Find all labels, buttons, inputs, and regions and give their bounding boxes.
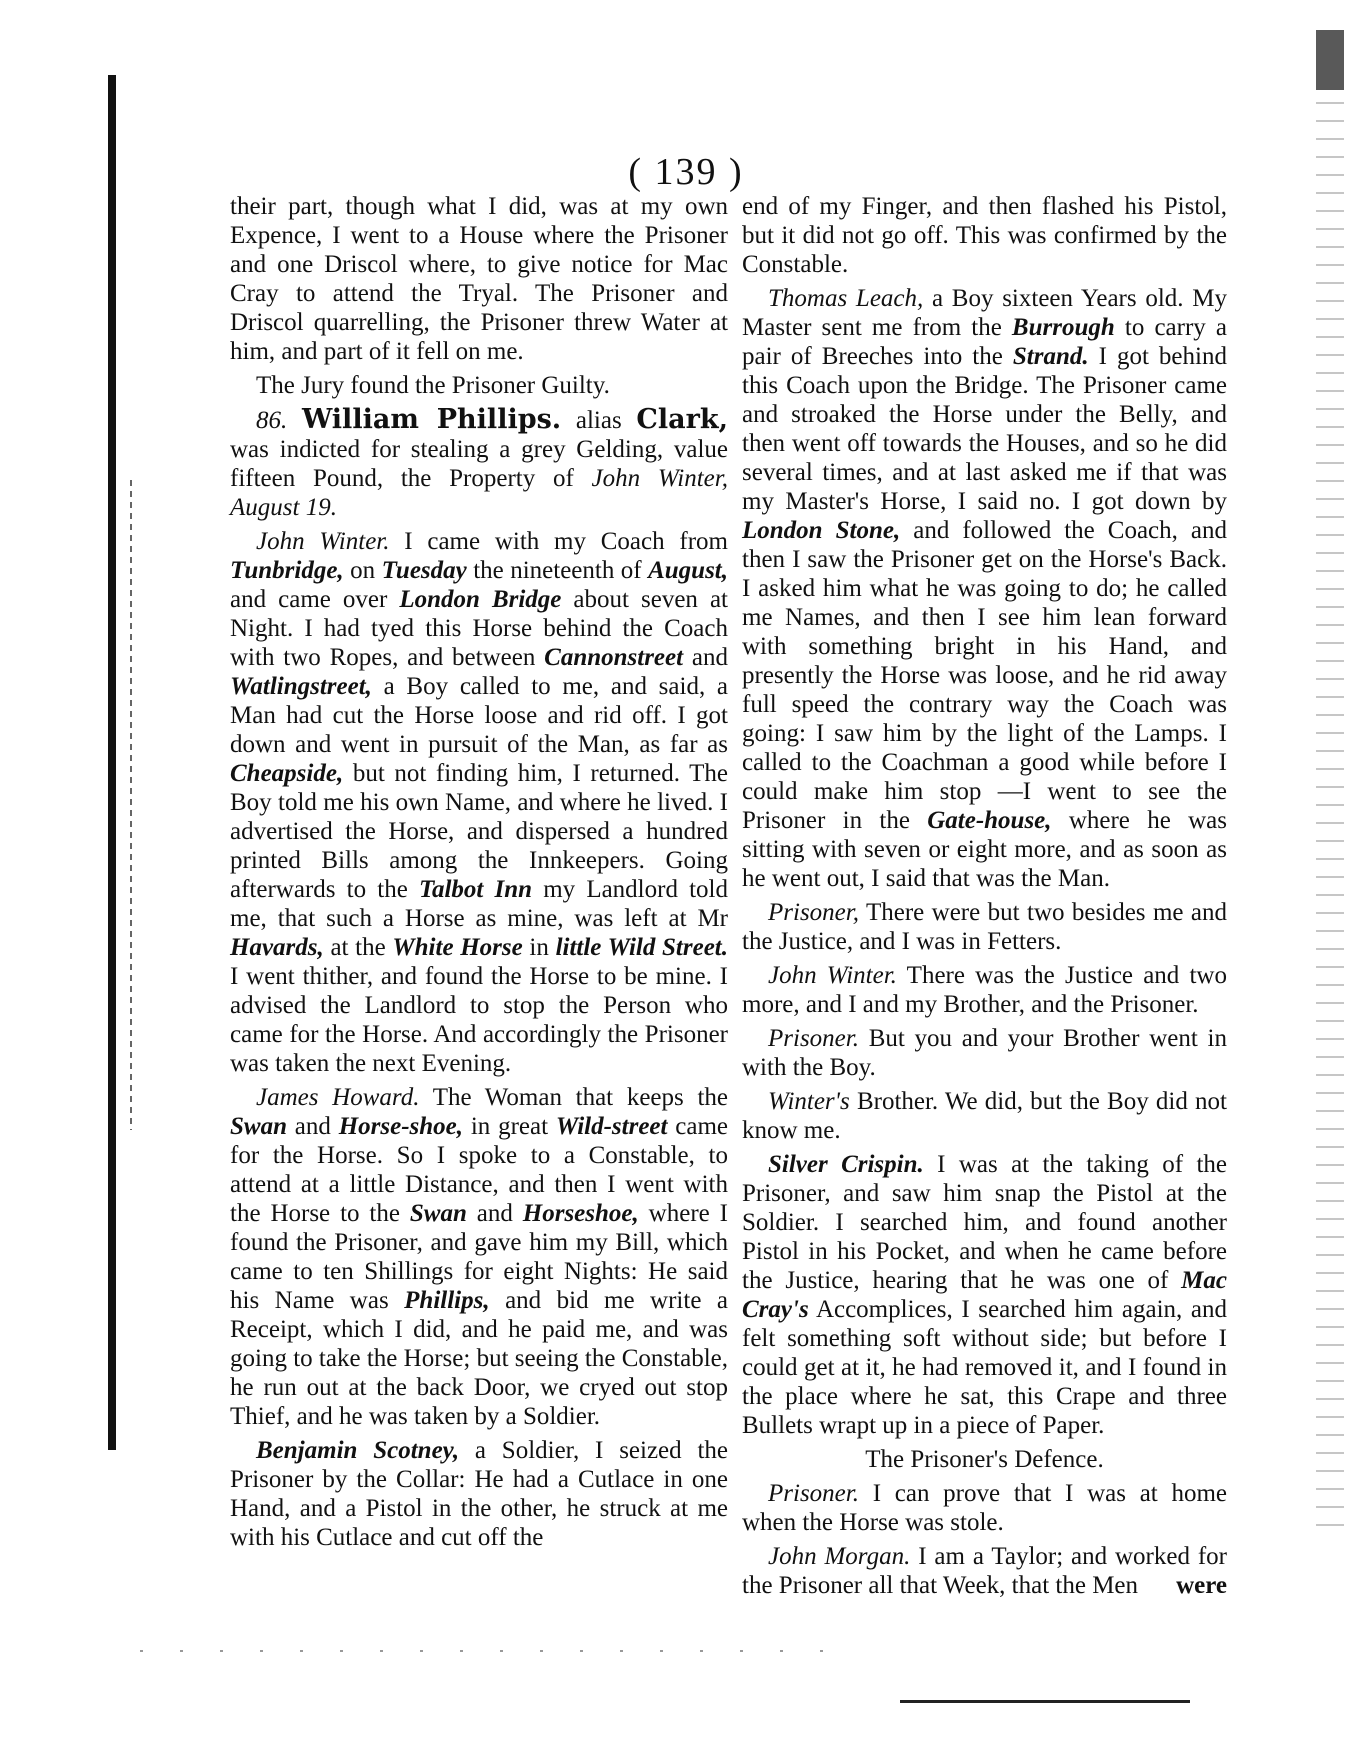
- speaker-name: Silver Crispin.: [768, 1151, 924, 1178]
- defendant-name: William Phillips.: [301, 404, 562, 435]
- binding-shadow: [130, 480, 132, 1130]
- scan-noise: [140, 1650, 840, 1652]
- speaker-name: Thomas Leach,: [768, 285, 924, 312]
- left-column: [230, 192, 728, 1557]
- binding-edge: [108, 75, 116, 1450]
- testimony: Silver Crispin. I was at the taking of the Prisoner, and saw him snap the Pistol at the Soldier. I searched him, and found another Pistol in his Pocket, and when he came before the Justice, hearing that he was one of Mac Cray's Accomplices, I searched him again, and felt something soft without side; but before I could get at it, he had removed it, and I found in the place where he sat, this Crape and three Bullets wrapt up in a piece of Paper.: [742, 1151, 1227, 1439]
- section-heading: The Prisoner's Defence.: [865, 1446, 1104, 1473]
- paragraph: end of my Finger, and then flashed his Pistol, but it did not go off. This was confirmed by the Constable.: [742, 193, 1227, 278]
- testimony: John Winter. There was the Justice and two more, and I and my Brother, and the Prisoner.: [742, 962, 1227, 1018]
- speaker-name: Winter's: [768, 1088, 850, 1115]
- speaker-name: John Winter.: [256, 528, 390, 555]
- paragraph: their part, though what I did, was at my own Expence, I went to a House where the Prisoner and one Driscol where, to give notice for Mac Cray to attend the Tryal. The Prisoner and Driscol quarrelling, the Prisoner threw Water at him, and part of it fell on me.: [230, 193, 728, 365]
- testimony: Winter's Brother. We did, but the Boy did not know me.: [742, 1088, 1227, 1144]
- page-number: ( 139 ): [628, 151, 744, 193]
- testimony: Thomas Leach, a Boy sixteen Years old. My Master sent me from the Burrough to carry a pair of Breeches into the Strand. I got behind this Coach upon the Bridge. The Prisoner came and stroaked the Horse under the Belly, and then went off towards the Houses, and so he did several times, and at last asked me if that was my Master's Horse, I said no. I got down by London Stone, and followed the Coach, and then I saw the Prisoner get on the Horse's Back. I asked him what he was going to do; he called me Names, and then I see him lean forward with something bright in his Hand, and presently the Horse was loose, and he rid away full speed the contrary way the Coach was going: I saw him by the light of the Lamps. I called to the Coachman a good while before I could make him stop —I went to see the Prisoner in the Gate-house, where he was sitting with seven or eight more, and as soon as he went out, I said that was the Man.: [742, 285, 1227, 892]
- speaker-name: James Howard.: [256, 1084, 420, 1111]
- testimony: Prisoner. I can prove that I was at home when the Horse was stole.: [742, 1480, 1227, 1536]
- testimony: Benjamin Scotney, a Soldier, I seized the Prisoner by the Collar: He had a Cutlace in one Hand, and a Pistol in the other, he struck at me with his Cutlace and cut off the: [230, 1437, 728, 1551]
- speaker-name: John Winter.: [768, 962, 897, 989]
- bottom-rule: [900, 1700, 1190, 1703]
- testimony: James Howard. The Woman that keeps the Swan and Horse-shoe, in great Wild-street came for the Horse. So I spoke to a Constable, to attend at a little Distance, and then I went with the Horse to the Swan and Horseshoe, where I found the Prisoner, and gave him my Bill, which came to ten Shillings for eight Nights: He said his Name was Phillips, and bid me write a Receipt, which I did, and he paid me, and was going to take the Horse; but seeing the Constable, he run out at the back Door, we cryed out stop Thief, and he was taken by a Soldier.: [230, 1084, 728, 1430]
- case-number: 86.: [256, 407, 288, 434]
- defendant-alias: Clark,: [636, 404, 728, 435]
- testimony: Prisoner. But you and your Brother went in with the Boy.: [742, 1025, 1227, 1081]
- speaker-name: John Morgan.: [768, 1543, 911, 1570]
- owner-name: John Winter, August: [230, 465, 728, 521]
- indictment: 86. William Phillips. alias Clark, was indicted for stealing a grey Gelding, value fifteen Pound, the Property of John Winter, August 19.: [230, 404, 728, 521]
- testimony: John Winter. I came with my Coach from Tunbridge, on Tuesday the nineteenth of August, and came over London Bridge about seven at Night. I had tyed this Horse behind the Coach with two Ropes, and between Cannonstreet and Watlingstreet, a Boy called to me, and said, a Man had cut the Horse loose and rid off. I got down and went in pursuit of the Man, as far as Cheapside, but not finding him, I returned. The Boy told me his own Name, and where he lived. I advertised the Horse, and dispersed a hundred printed Bills among the Innkeepers. Going afterwards to the Talbot Inn my Landlord told me, that such a Horse as mine, was left at Mr Havards, at the White Horse in little Wild Street. I went thither, and found the Horse to be mine. I advised the Landlord to stop the Person who came for the Horse. And accordingly the Prisoner was taken the next Evening.: [230, 528, 729, 1077]
- speaker-name: Prisoner,: [768, 899, 859, 926]
- speaker-name: Prisoner.: [768, 1025, 859, 1052]
- speaker-name: Prisoner.: [768, 1480, 859, 1507]
- speaker-name: Benjamin Scotney,: [256, 1437, 460, 1464]
- verdict: The Jury found the Prisoner Guilty.: [256, 372, 610, 399]
- testimony: John Morgan. I am a Taylor; and worked for the Prisoner all that Week, that the Men: [742, 1543, 1227, 1599]
- catchword: were: [1176, 1572, 1227, 1599]
- page-edge-marks: [1316, 30, 1344, 1530]
- right-column: [742, 192, 1227, 1605]
- testimony: Prisoner, There were but two besides me and the Justice, and I was in Fetters.: [742, 899, 1227, 955]
